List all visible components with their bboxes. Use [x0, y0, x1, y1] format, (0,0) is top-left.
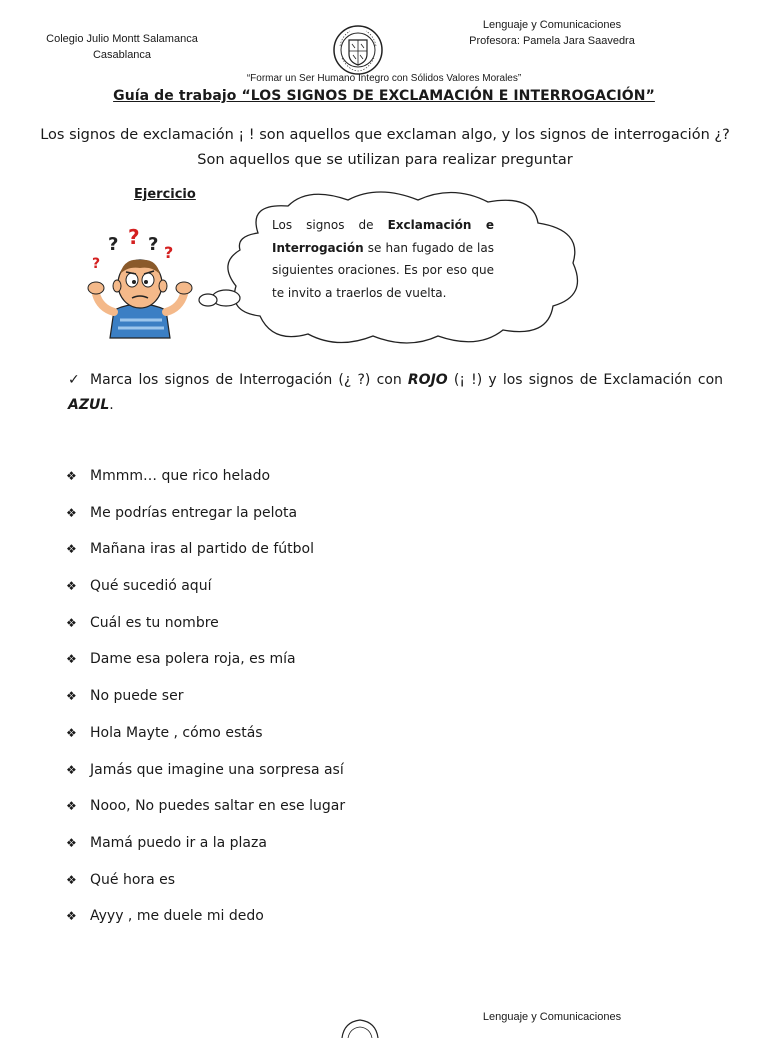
svg-text:?: ?	[128, 228, 140, 249]
list-item	[66, 722, 345, 759]
diamond-bullet-icon: ❖	[66, 579, 77, 594]
diamond-bullet-icon: ❖	[66, 615, 77, 630]
school-seal-icon	[340, 1018, 380, 1038]
sentence-text: Me podrías entregar la pelota	[90, 504, 298, 521]
school-name-block	[34, 31, 210, 63]
instruction-text-1: Marca los signos de Interrogación (¿ ?) con	[90, 372, 408, 388]
list-item	[66, 869, 345, 906]
sentence-text: Nooo, No puedes saltar en ese lugar	[90, 798, 346, 815]
list-item	[66, 648, 345, 685]
cloud-text-1: Los signos de	[272, 218, 388, 232]
subject-block	[452, 17, 652, 49]
instruction-text-2: (¡ !) y los signos de Exclamación con	[447, 372, 724, 388]
svg-text:?: ?	[108, 234, 119, 255]
list-item	[66, 502, 345, 539]
instruction-text-3: .	[109, 397, 114, 413]
sentence-text: Mmmm… que rico helado	[90, 468, 271, 484]
page-title: Guía de trabajo “LOS SIGNOS DE EXCLAMACIÓN E INTERROGACIÓN”	[113, 88, 655, 104]
school-motto: “Formar un Ser Humano Integro con Sólidos Valores Morales”	[246, 73, 522, 84]
sentence-text: Ayyy , me duele mi dedo	[90, 908, 264, 925]
sentence-text: Qué hora es	[90, 871, 176, 888]
svg-text:?: ?	[92, 256, 101, 272]
diamond-bullet-icon: ❖	[66, 469, 77, 483]
sentence-text: Mañana iras al partido de fútbol	[90, 541, 314, 558]
list-item	[66, 759, 345, 796]
check-icon: ✓	[68, 372, 80, 388]
svg-text:?: ?	[148, 234, 159, 255]
instruction	[68, 368, 723, 418]
list-item	[66, 905, 345, 942]
list-item	[66, 575, 345, 612]
footer-subject: Lenguaje y Comunicaciones	[482, 1011, 622, 1023]
school-seal-icon	[332, 24, 384, 76]
diamond-bullet-icon: ❖	[66, 505, 77, 520]
teacher-name: Profesora: Pamela Jara Saavedra	[469, 35, 635, 47]
diamond-bullet-icon: ❖	[66, 799, 77, 814]
diamond-bullet-icon: ❖	[66, 689, 77, 704]
sentence-text: Mamá puedo ir a la plaza	[90, 834, 267, 851]
sentence-text: Cuál es tu nombre	[90, 614, 219, 631]
list-item	[66, 612, 345, 649]
cloud-text	[272, 214, 494, 304]
cloud-text-2: se han fugado de las siguientes oraciones. Es por eso que te invito a traerlos de vuelta.	[272, 240, 494, 300]
sentence-text: Qué sucedió aquí	[90, 578, 212, 595]
confused-boy-icon	[84, 228, 196, 340]
exercise-heading: Ejercicio	[134, 187, 196, 202]
diamond-bullet-icon: ❖	[66, 652, 77, 667]
sentence-text: Jamás que imagine una sorpresa así	[90, 761, 344, 778]
sentence-list	[66, 465, 345, 942]
school-city: Casablanca	[92, 49, 152, 61]
sentence-text: No puede ser	[90, 688, 184, 705]
list-item	[66, 465, 345, 502]
diamond-bullet-icon: ❖	[66, 909, 77, 924]
school-name: Colegio Julio Montt Salamanca	[46, 33, 198, 45]
sentence-text: Dame esa polera roja, es mía	[90, 651, 296, 668]
diamond-bullet-icon: ❖	[66, 872, 77, 887]
instruction-rojo: ROJO	[407, 372, 448, 388]
intro-paragraph: Los signos de exclamación ¡ ! son aquellos que exclaman algo, y los signos de interrogación ¿? Son aquellos que se utilizan para realizar preguntar	[40, 127, 730, 168]
diamond-bullet-icon: ❖	[66, 762, 77, 777]
diamond-bullet-icon: ❖	[66, 542, 77, 557]
subject-name: Lenguaje y Comunicaciones	[482, 19, 622, 31]
list-item	[66, 685, 345, 722]
instruction-azul: AZUL	[68, 397, 110, 413]
list-item	[66, 538, 345, 575]
list-item	[66, 832, 345, 869]
diamond-bullet-icon: ❖	[66, 835, 77, 850]
sentence-text: Hola Mayte , cómo estás	[90, 724, 263, 741]
diamond-bullet-icon: ❖	[66, 725, 77, 740]
cloud-text-bold: Exclamación e Interrogación	[272, 218, 494, 255]
list-item	[66, 795, 345, 832]
svg-text:?: ?	[164, 243, 174, 262]
